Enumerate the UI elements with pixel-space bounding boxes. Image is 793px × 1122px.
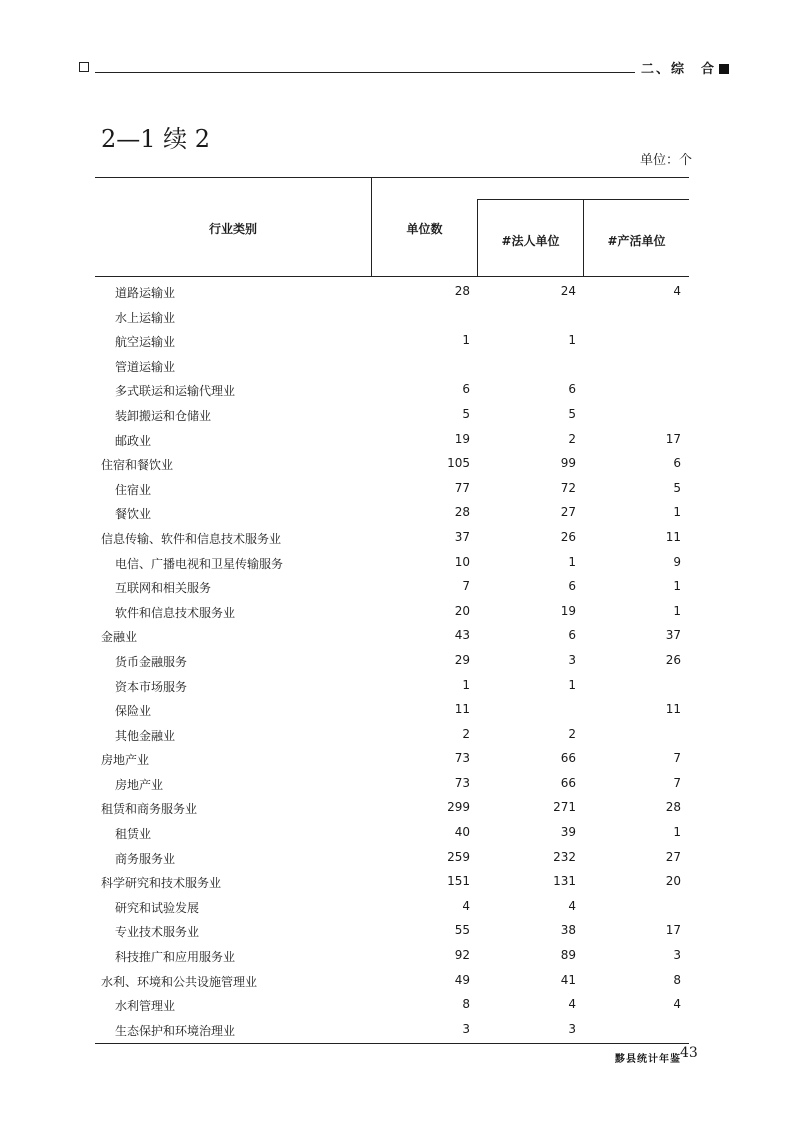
row-legal-units: 6: [568, 382, 576, 397]
row-units: 2: [462, 726, 470, 741]
row-units: 92: [454, 948, 470, 963]
row-industrial-units: 37: [665, 628, 681, 643]
row-industrial-units: 6: [673, 456, 681, 471]
row-units: 55: [454, 923, 470, 938]
row-legal-units: 66: [560, 775, 576, 790]
row-industrial-units: 1: [673, 579, 681, 594]
table-row: [95, 353, 689, 378]
table-row: [95, 771, 689, 796]
table-row: [95, 328, 689, 353]
row-units: 28: [454, 284, 470, 298]
table-row: [95, 869, 689, 894]
row-legal-units: 5: [568, 406, 576, 421]
row-legal-units: 1: [568, 554, 576, 569]
black-square-icon: [719, 64, 729, 74]
table-body: [95, 277, 689, 1041]
row-units: 1: [462, 333, 470, 348]
table-row: [95, 968, 689, 993]
table-row: [95, 476, 689, 501]
table-row: [95, 304, 689, 329]
row-units: 73: [454, 751, 470, 766]
row-units: 29: [454, 652, 470, 667]
row-units: 299: [447, 800, 470, 815]
row-legal-units: 3: [568, 1021, 576, 1036]
row-category: 专业技术服务业: [115, 925, 200, 940]
table-row: [95, 427, 689, 452]
row-category: 餐饮业: [115, 507, 152, 522]
row-legal-units: 99: [560, 456, 576, 471]
header-legal-units: #法人单位: [501, 234, 560, 248]
header-category: 行业类别: [208, 222, 257, 236]
row-industrial-units: 1: [673, 603, 681, 618]
row-industrial-units: 27: [665, 849, 681, 864]
table-row: [95, 599, 689, 624]
row-category: 商务服务业: [115, 851, 176, 866]
row-units: 11: [454, 702, 470, 717]
row-legal-units: 89: [560, 948, 576, 963]
footer-book-title: 黟县统计年鉴: [615, 1054, 681, 1065]
row-legal-units: 26: [560, 529, 576, 544]
row-legal-units: 2: [568, 431, 576, 446]
row-industrial-units: 7: [673, 751, 681, 766]
row-industrial-units: 9: [673, 554, 681, 569]
row-units: 10: [454, 554, 470, 569]
row-category: 房地产业: [115, 777, 164, 792]
row-units: 28: [454, 505, 470, 520]
row-category: 科学研究和技术服务业: [101, 876, 222, 891]
row-units: 3: [462, 1021, 470, 1036]
table-row: [95, 697, 689, 722]
row-industrial-units: 28: [665, 800, 681, 815]
row-industrial-units: 4: [673, 284, 681, 298]
row-category: 水利管理业: [115, 999, 176, 1014]
table-row: [95, 845, 689, 870]
row-category: 管道运输业: [115, 359, 176, 374]
row-legal-units: 4: [568, 997, 576, 1012]
row-category: 货币金融服务: [115, 654, 188, 669]
row-industrial-units: 26: [665, 652, 681, 667]
row-legal-units: 72: [560, 480, 576, 495]
table-row: [95, 648, 689, 673]
row-units: 4: [462, 898, 470, 913]
row-category: 科技推广和应用服务业: [115, 950, 236, 965]
row-units: 105: [447, 456, 470, 471]
row-legal-units: 1: [568, 333, 576, 348]
row-category: 生态保护和环境治理业: [115, 1023, 236, 1038]
row-units: 259: [447, 849, 470, 864]
row-legal-units: 27: [560, 505, 576, 520]
table-row: [95, 992, 689, 1017]
row-legal-units: 4: [568, 898, 576, 913]
row-legal-units: 6: [568, 579, 576, 594]
row-legal-units: 41: [560, 972, 576, 987]
row-units: 77: [454, 480, 470, 495]
row-industrial-units: 11: [665, 529, 681, 544]
table-row: [95, 1017, 689, 1042]
row-legal-units: 131: [553, 874, 576, 889]
row-units: 151: [447, 874, 470, 889]
row-category: 租赁和商务服务业: [101, 802, 198, 817]
row-category: 软件和信息技术服务业: [115, 605, 236, 620]
header-rule: [95, 72, 635, 73]
row-category: 电信、广播电视和卫星传输服务: [115, 556, 284, 571]
table-row: [95, 550, 689, 575]
table-row: [95, 820, 689, 845]
table-row: [95, 894, 689, 919]
table-row: [95, 279, 689, 304]
row-category: 水利、环境和公共设施管理业: [101, 974, 258, 989]
row-category: 邮政业: [115, 433, 152, 448]
table-row: [95, 451, 689, 476]
row-legal-units: 39: [560, 825, 576, 840]
header-industrial-units: #产活单位: [607, 234, 666, 248]
row-industrial-units: 4: [673, 997, 681, 1012]
statistics-table: [95, 177, 689, 1044]
row-category: 其他金融业: [115, 728, 176, 743]
row-units: 19: [454, 431, 470, 446]
row-industrial-units: 1: [673, 825, 681, 840]
row-legal-units: 232: [553, 849, 576, 864]
row-units: 1: [462, 677, 470, 692]
row-category: 住宿业: [115, 482, 152, 497]
row-legal-units: 38: [560, 923, 576, 938]
row-industrial-units: 8: [673, 972, 681, 987]
table-row: [95, 377, 689, 402]
row-units: 43: [454, 628, 470, 643]
row-category: 房地产业: [101, 753, 150, 768]
page-number: 43: [680, 1045, 698, 1061]
table-row: [95, 795, 689, 820]
row-category: 航空运输业: [115, 335, 176, 350]
table-header: [95, 177, 689, 277]
row-category: 道路运输业: [115, 286, 176, 300]
row-industrial-units: 7: [673, 775, 681, 790]
row-units: 49: [454, 972, 470, 987]
row-units: 6: [462, 382, 470, 397]
row-legal-units: 24: [560, 284, 576, 298]
row-industrial-units: 17: [665, 923, 681, 938]
table-row: [95, 673, 689, 698]
row-industrial-units: 20: [665, 874, 681, 889]
table-row: [95, 402, 689, 427]
row-units: 7: [462, 579, 470, 594]
table-row: [95, 500, 689, 525]
row-category: 租赁业: [115, 827, 152, 842]
row-category: 资本市场服务: [115, 679, 188, 694]
header-square-icon: [79, 62, 89, 72]
table-row: [95, 574, 689, 599]
row-category: 住宿和餐饮业: [101, 458, 174, 473]
table-row: [95, 918, 689, 943]
row-category: 保险业: [115, 704, 152, 719]
row-legal-units: 1: [568, 677, 576, 692]
row-category: 信息传输、软件和信息技术服务业: [101, 531, 282, 546]
table-row: [95, 623, 689, 648]
table-row: [95, 746, 689, 771]
row-category: 研究和试验发展: [115, 900, 200, 915]
row-industrial-units: 11: [665, 702, 681, 717]
table-row: [95, 943, 689, 968]
row-legal-units: 66: [560, 751, 576, 766]
row-legal-units: 271: [553, 800, 576, 815]
row-industrial-units: 1: [673, 505, 681, 520]
table-title: 2—1 续 2: [101, 125, 211, 153]
row-industrial-units: 5: [673, 480, 681, 495]
table-row: [95, 525, 689, 550]
row-units: 8: [462, 997, 470, 1012]
row-category: 水上运输业: [115, 310, 176, 325]
row-category: 装卸搬运和仓储业: [115, 408, 212, 423]
row-legal-units: 6: [568, 628, 576, 643]
row-units: 20: [454, 603, 470, 618]
row-industrial-units: 17: [665, 431, 681, 446]
row-units: 5: [462, 406, 470, 421]
row-units: 37: [454, 529, 470, 544]
section-heading: 二、综 合: [641, 58, 729, 77]
row-legal-units: 19: [560, 603, 576, 618]
row-category: 金融业: [101, 630, 138, 645]
row-units: 40: [454, 825, 470, 840]
unit-label: 单位：个: [640, 153, 693, 168]
row-category: 互联网和相关服务: [115, 581, 212, 596]
table-bottom-rule: [95, 1043, 689, 1044]
row-units: 73: [454, 775, 470, 790]
row-legal-units: 2: [568, 726, 576, 741]
row-industrial-units: 3: [673, 948, 681, 963]
row-category: 多式联运和运输代理业: [115, 384, 236, 399]
row-legal-units: 3: [568, 652, 576, 667]
table-row: [95, 722, 689, 747]
header-units: 单位数: [406, 222, 443, 236]
